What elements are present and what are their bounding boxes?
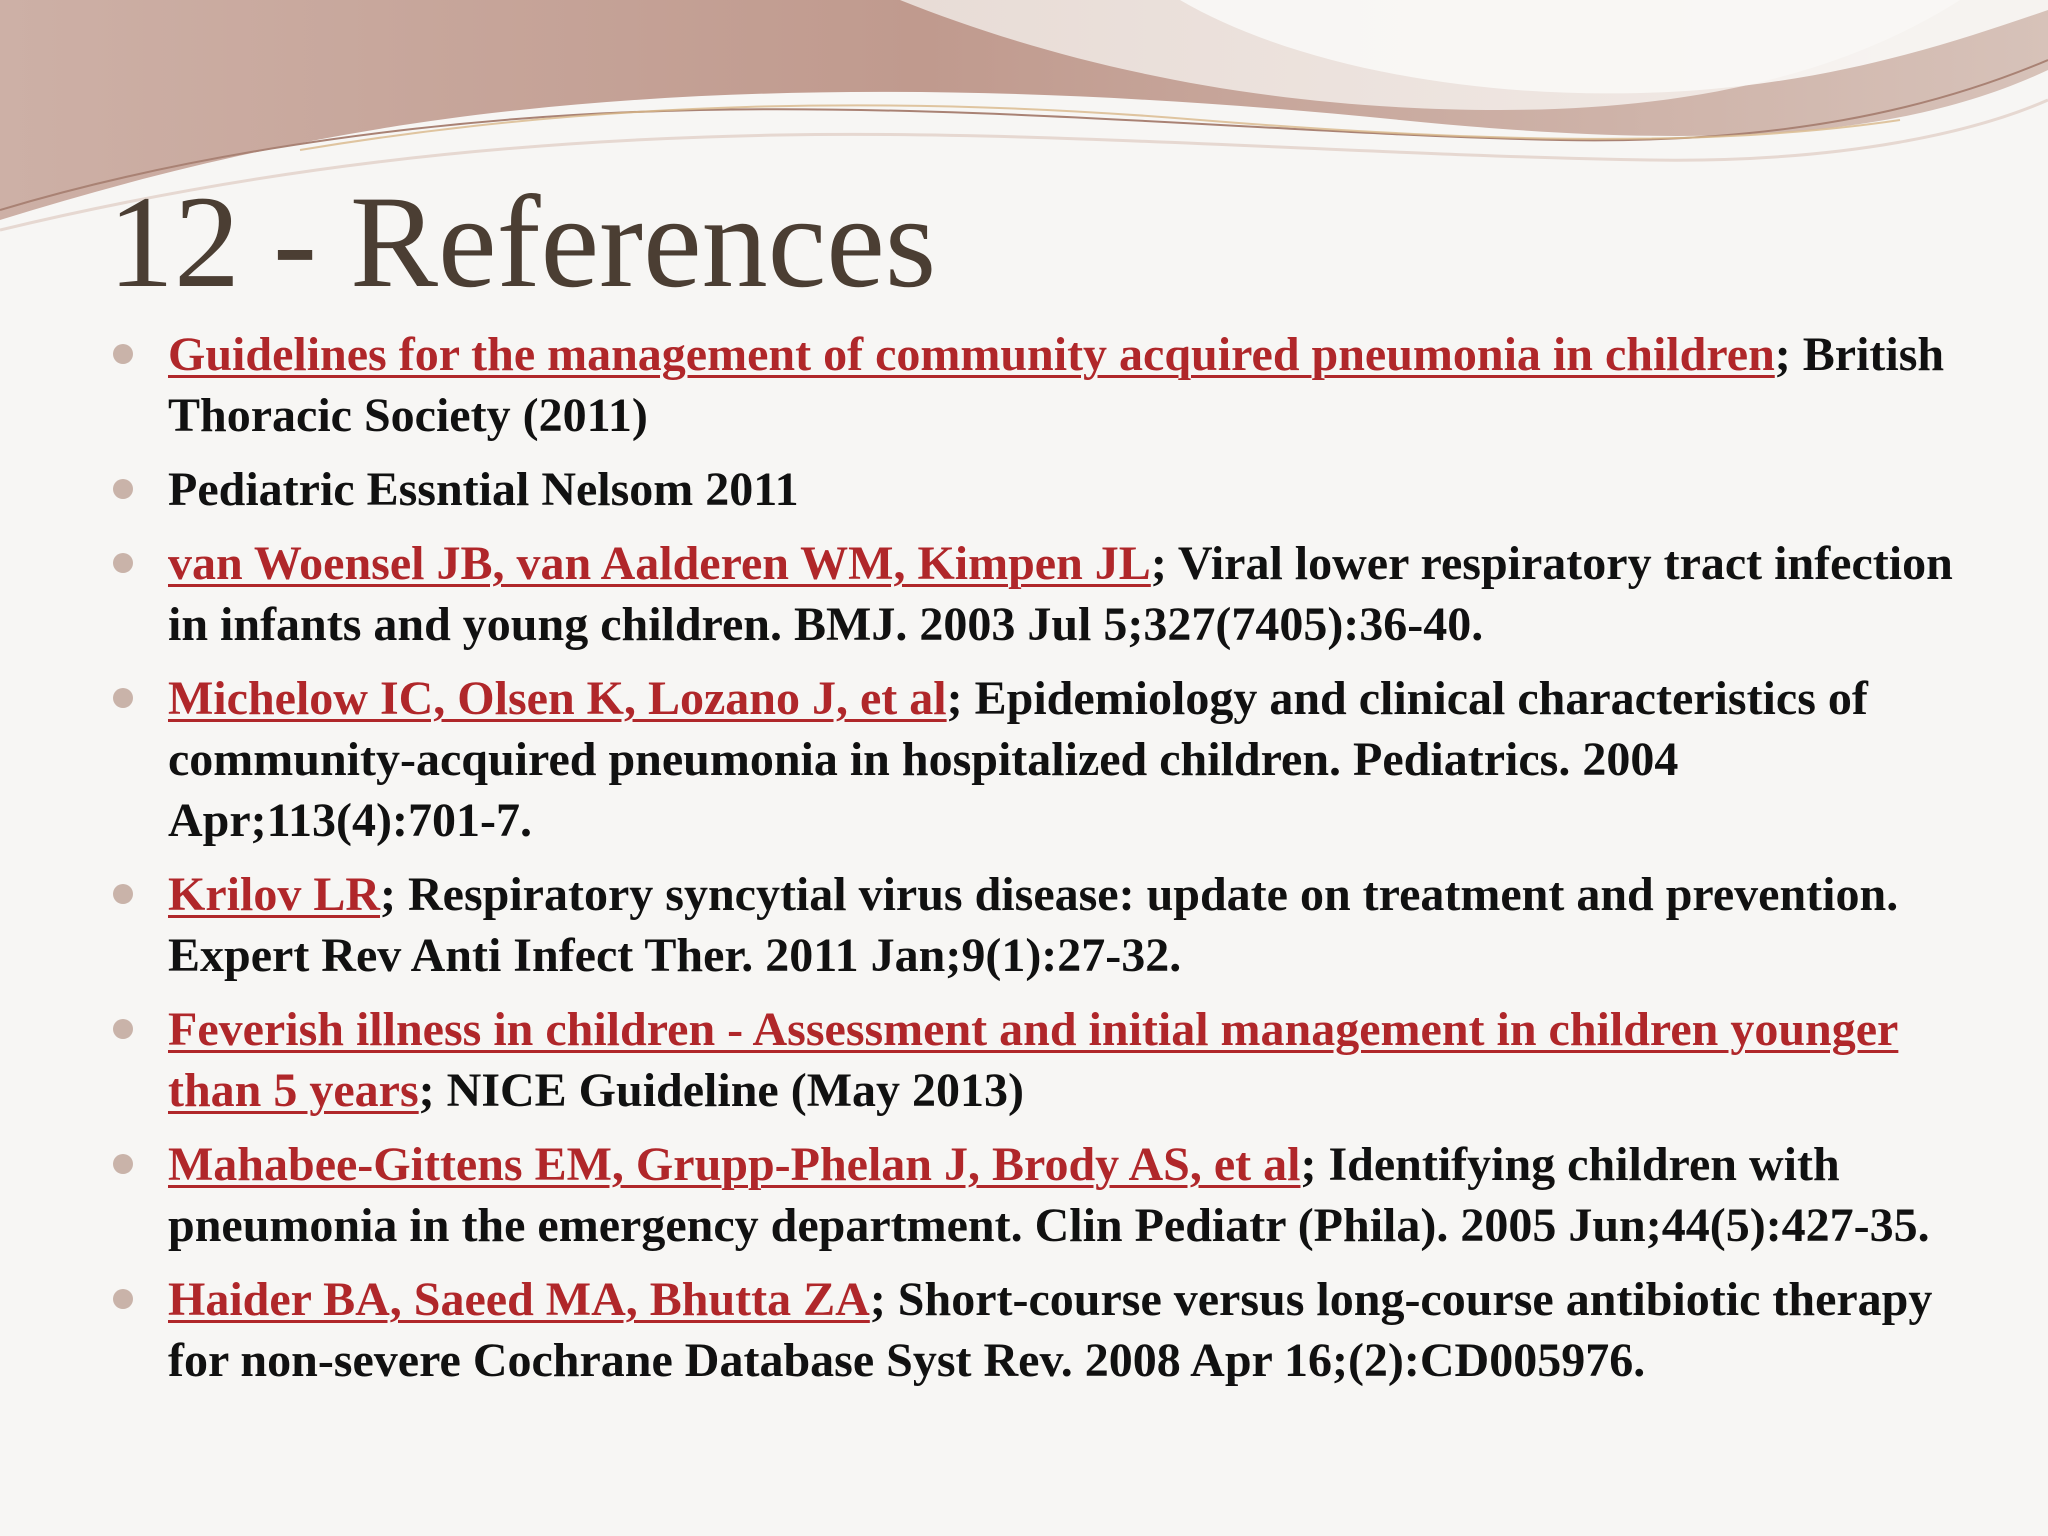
reference-text: ; Short-course versus long-course antibiotic therapy for non-severe Cochrane Database Syst Rev. 2008 Apr 16;(2):CD005976. (168, 1273, 1933, 1387)
reference-link[interactable]: Mahabee-Gittens EM, Grupp-Phelan J, Brody AS, et al (168, 1138, 1301, 1191)
reference-item (0, 1134, 2048, 1256)
reference-item (0, 324, 2048, 446)
reference-link[interactable]: Guidelines for the management of community acquired pneumonia in children (168, 328, 1775, 381)
reference-link[interactable]: Michelow IC, Olsen K, Lozano J, et al (168, 672, 947, 725)
bullet-icon (113, 884, 133, 904)
reference-text: ; Identifying children with pneumonia in the emergency department. Clin Pediatr (Phila). 2005 Jun;44(5):427-35. (168, 1138, 1930, 1252)
reference-text: ; Respiratory syncytial virus disease: update on treatment and prevention. Expert Rev Anti Infect Ther. 2011 Jan;9(1):27-32. (168, 868, 1899, 982)
reference-link[interactable]: van Woensel JB, van Aalderen WM, Kimpen JL (168, 537, 1151, 590)
reference-text: ; NICE Guideline (May 2013) (418, 1064, 1024, 1117)
bullet-icon (113, 553, 133, 573)
bullet-icon (113, 344, 133, 364)
reference-item (0, 1269, 2048, 1391)
reference-link[interactable]: Feverish illness in children - Assessment and initial management in children younger than 5 years (168, 1003, 1899, 1117)
bullet-icon (113, 479, 133, 499)
reference-link[interactable]: Haider BA, Saeed MA, Bhutta ZA (168, 1273, 870, 1326)
bullet-icon (113, 1154, 133, 1174)
references-list (0, 324, 2048, 1404)
slide-title: 12 - References (108, 168, 937, 315)
bullet-icon (113, 1289, 133, 1309)
reference-text: ; Epidemiology and clinical characteristics of community-acquired pneumonia in hospitalized children. Pediatrics. 2004 Apr;113(4):701-7. (168, 672, 1868, 847)
reference-item (0, 459, 2048, 520)
reference-text: ; Viral lower respiratory tract infection in infants and young children. BMJ. 2003 Jul 5;327(7405):36-40. (168, 537, 1953, 651)
reference-item (0, 999, 2048, 1121)
reference-text: ; British Thoracic Society (2011) (168, 328, 1945, 442)
reference-item (0, 668, 2048, 851)
bullet-icon (113, 1019, 133, 1039)
reference-link[interactable]: Krilov LR (168, 868, 380, 921)
reference-text: Pediatric Essntial Nelsom 2011 (168, 463, 799, 516)
reference-item (0, 533, 2048, 655)
bullet-icon (113, 688, 133, 708)
reference-item (0, 864, 2048, 986)
